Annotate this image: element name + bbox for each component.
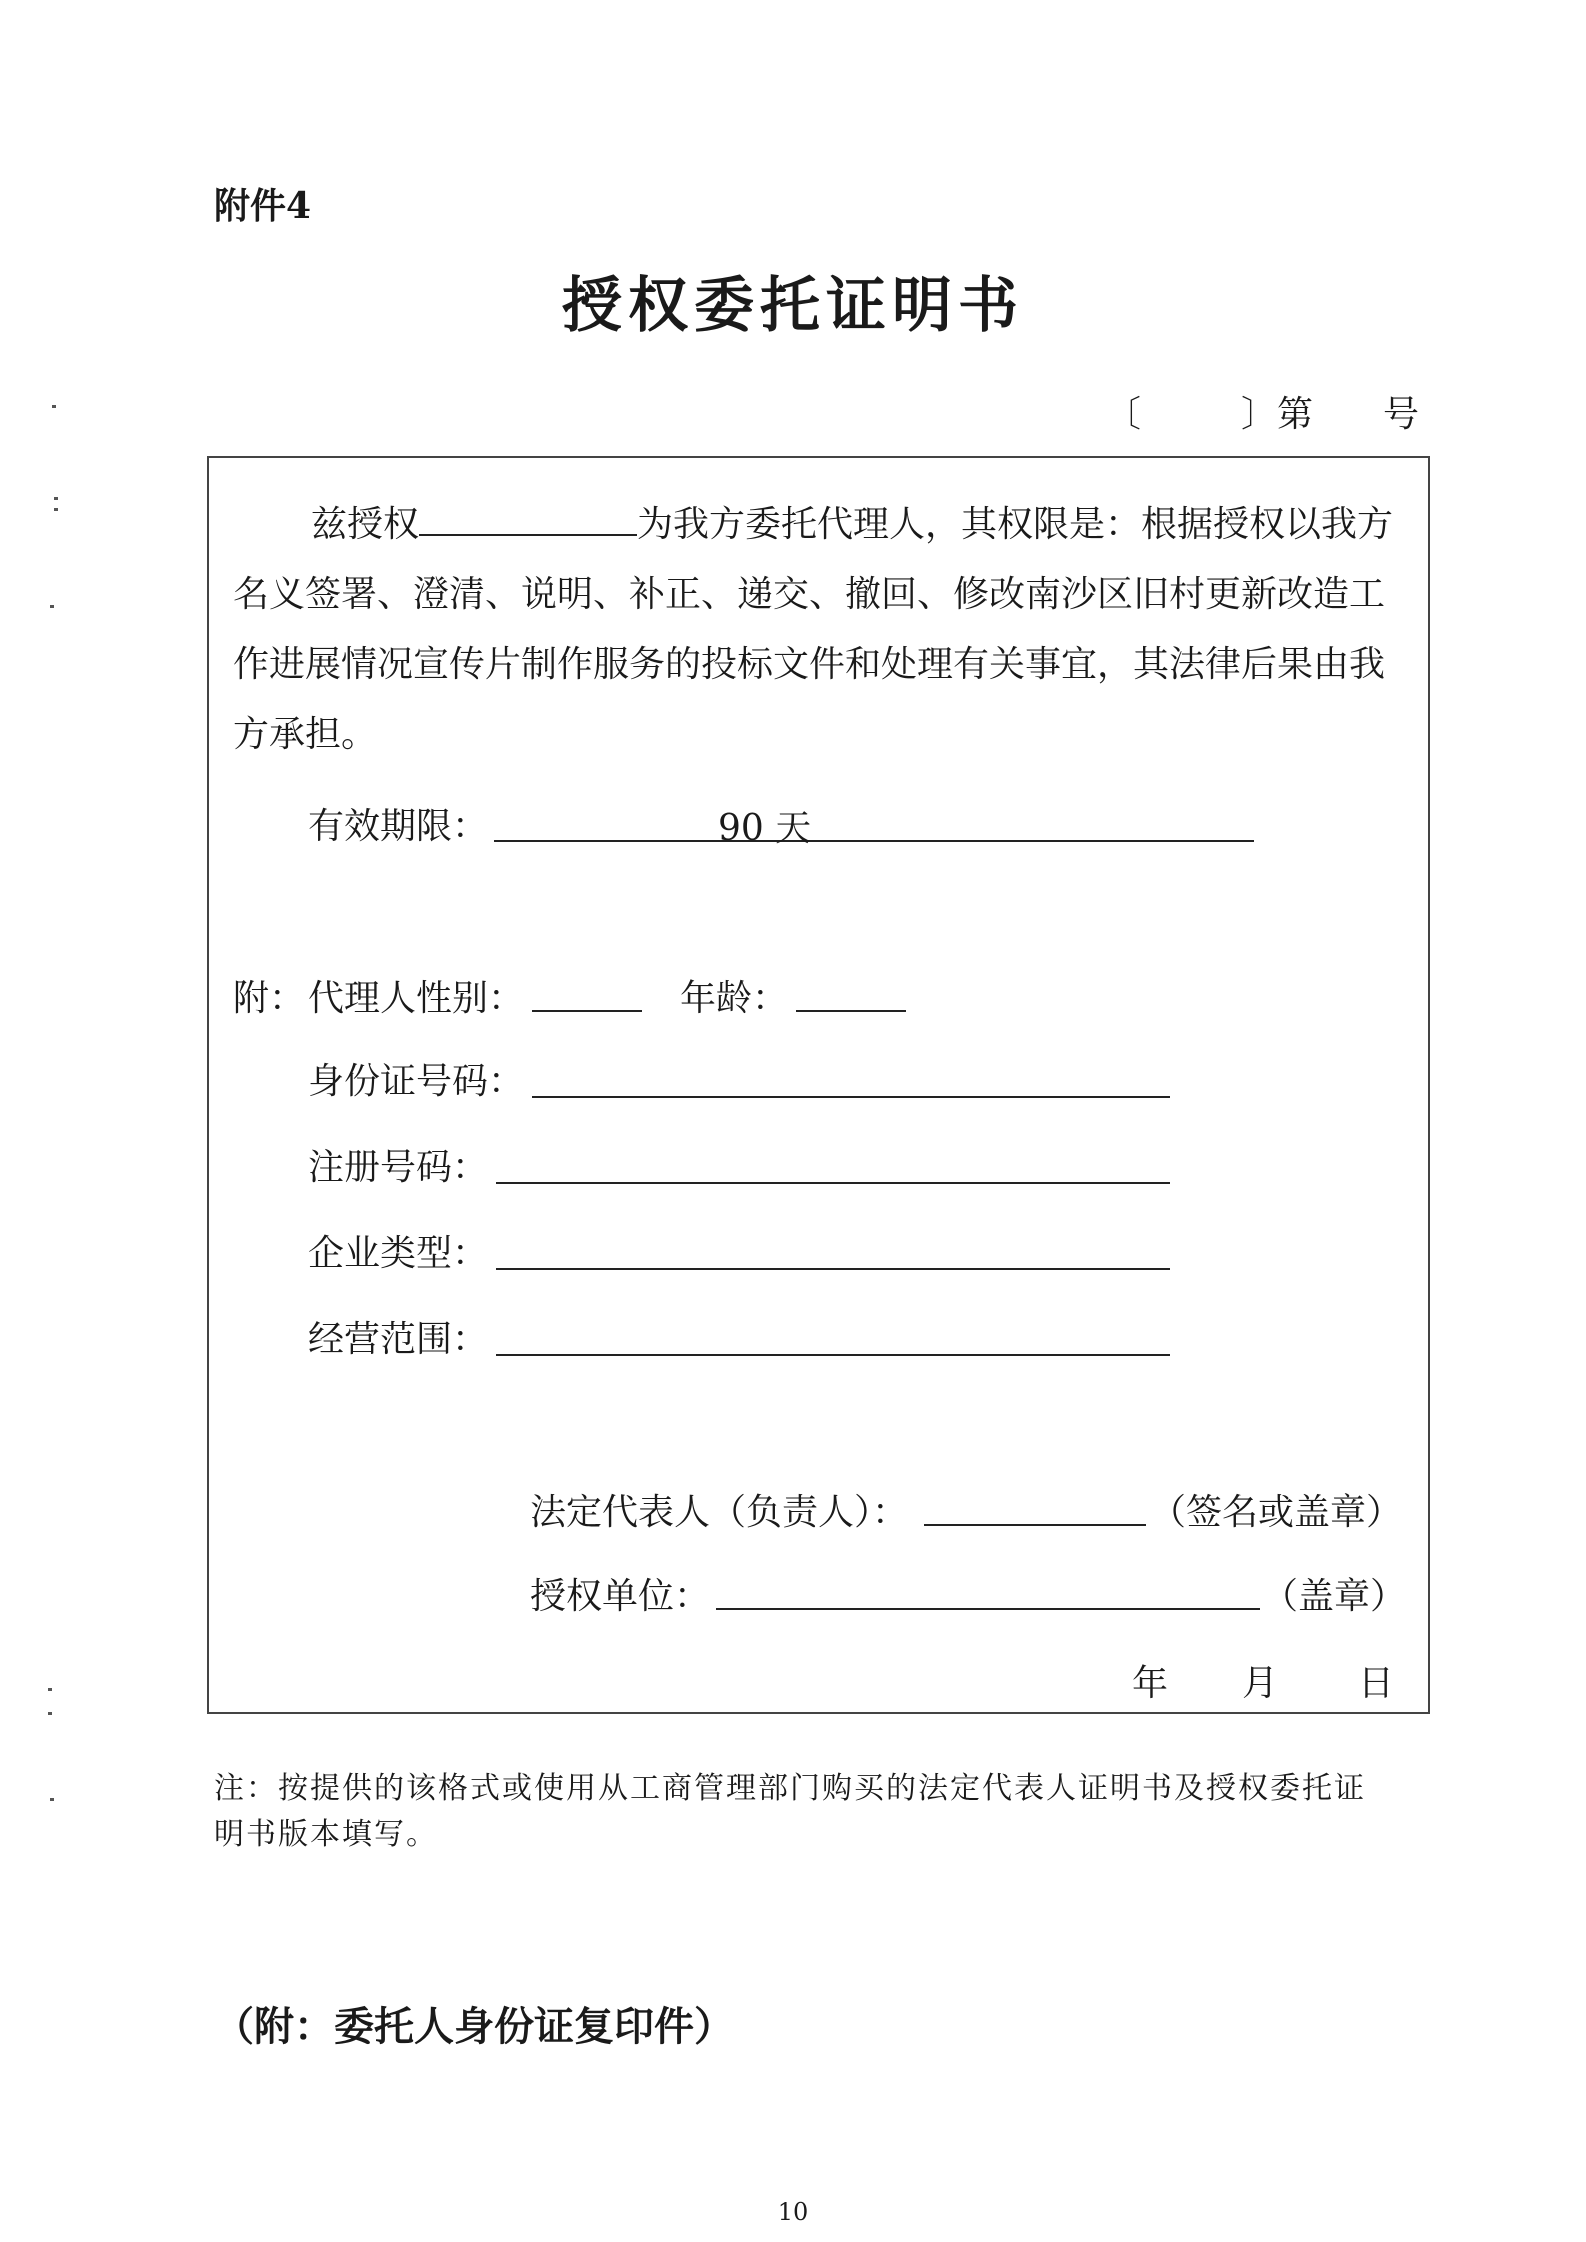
scan-mark [50, 605, 54, 608]
scan-mark [54, 497, 58, 500]
annex-label: （附：委托人身份证复印件） [214, 2003, 734, 2050]
id-number-label: 身份证号码： [308, 1061, 525, 1102]
age-label: 年龄： [680, 978, 789, 1019]
date-year: 年 [1132, 1663, 1169, 1704]
doc-number-close: 〕第 [1241, 394, 1314, 435]
scan-mark [48, 1688, 52, 1691]
gender-label: 代理人性别： [308, 978, 525, 1019]
scan-mark [52, 405, 56, 408]
date-day: 日 [1358, 1663, 1395, 1704]
authorizing-unit-line[interactable] [716, 1608, 1260, 1610]
legal-rep-line[interactable] [924, 1524, 1146, 1526]
gender-line[interactable] [532, 1010, 642, 1012]
authorizing-unit-label: 授权单位： [530, 1576, 711, 1617]
scan-mark [50, 1798, 54, 1801]
authorization-paragraph [233, 490, 1413, 770]
registration-number-label: 注册号码： [308, 1147, 489, 1188]
legal-rep-label: 法定代表人（负责人）： [530, 1492, 909, 1533]
page-number: 10 [777, 2198, 809, 2226]
document-title: 授权委托证明书 [562, 271, 1024, 341]
attachment-label: 附件4 [214, 185, 312, 227]
doc-number-suffix: 号 [1383, 394, 1420, 435]
footnote: 注：按提供的该格式或使用从工商管理部门购买的法定代表人证明书及授权委托证明书版本填写。 [214, 1771, 1366, 1852]
date-month: 月 [1242, 1663, 1279, 1704]
id-number-line[interactable] [532, 1096, 1170, 1098]
business-scope-label: 经营范围： [308, 1319, 489, 1360]
agent-name-blank[interactable] [419, 504, 637, 536]
legal-rep-suffix: （签名或盖章） [1150, 1492, 1403, 1533]
scan-mark [54, 508, 58, 511]
company-type-label: 企业类型： [308, 1233, 489, 1274]
auth-text-start: 兹授权 [311, 504, 420, 545]
validity-label: 有效期限： [308, 806, 489, 847]
scan-mark [48, 1712, 52, 1715]
business-scope-line[interactable] [496, 1354, 1170, 1356]
agent-info-prefix: 附： [233, 978, 306, 1019]
registration-number-line[interactable] [496, 1182, 1170, 1184]
document-number [1105, 386, 1419, 437]
company-type-line[interactable] [496, 1268, 1170, 1270]
validity-line [494, 840, 1254, 842]
authorizing-unit-suffix: （盖章） [1262, 1576, 1407, 1617]
auth-text-rest: 为我方委托代理人，其权限是：根据授权以我方名义签署、澄清、说明、补正、递交、撤回、修改南沙区旧村更新改造工作进展情况宣传片制作服务的投标文件和处理有关事宜，其法律后果由我方承担。 [233, 504, 1394, 755]
validity-value[interactable]: 90 天 [718, 808, 812, 849]
doc-number-open: 〔 [1105, 394, 1142, 435]
age-line[interactable] [796, 1010, 906, 1012]
